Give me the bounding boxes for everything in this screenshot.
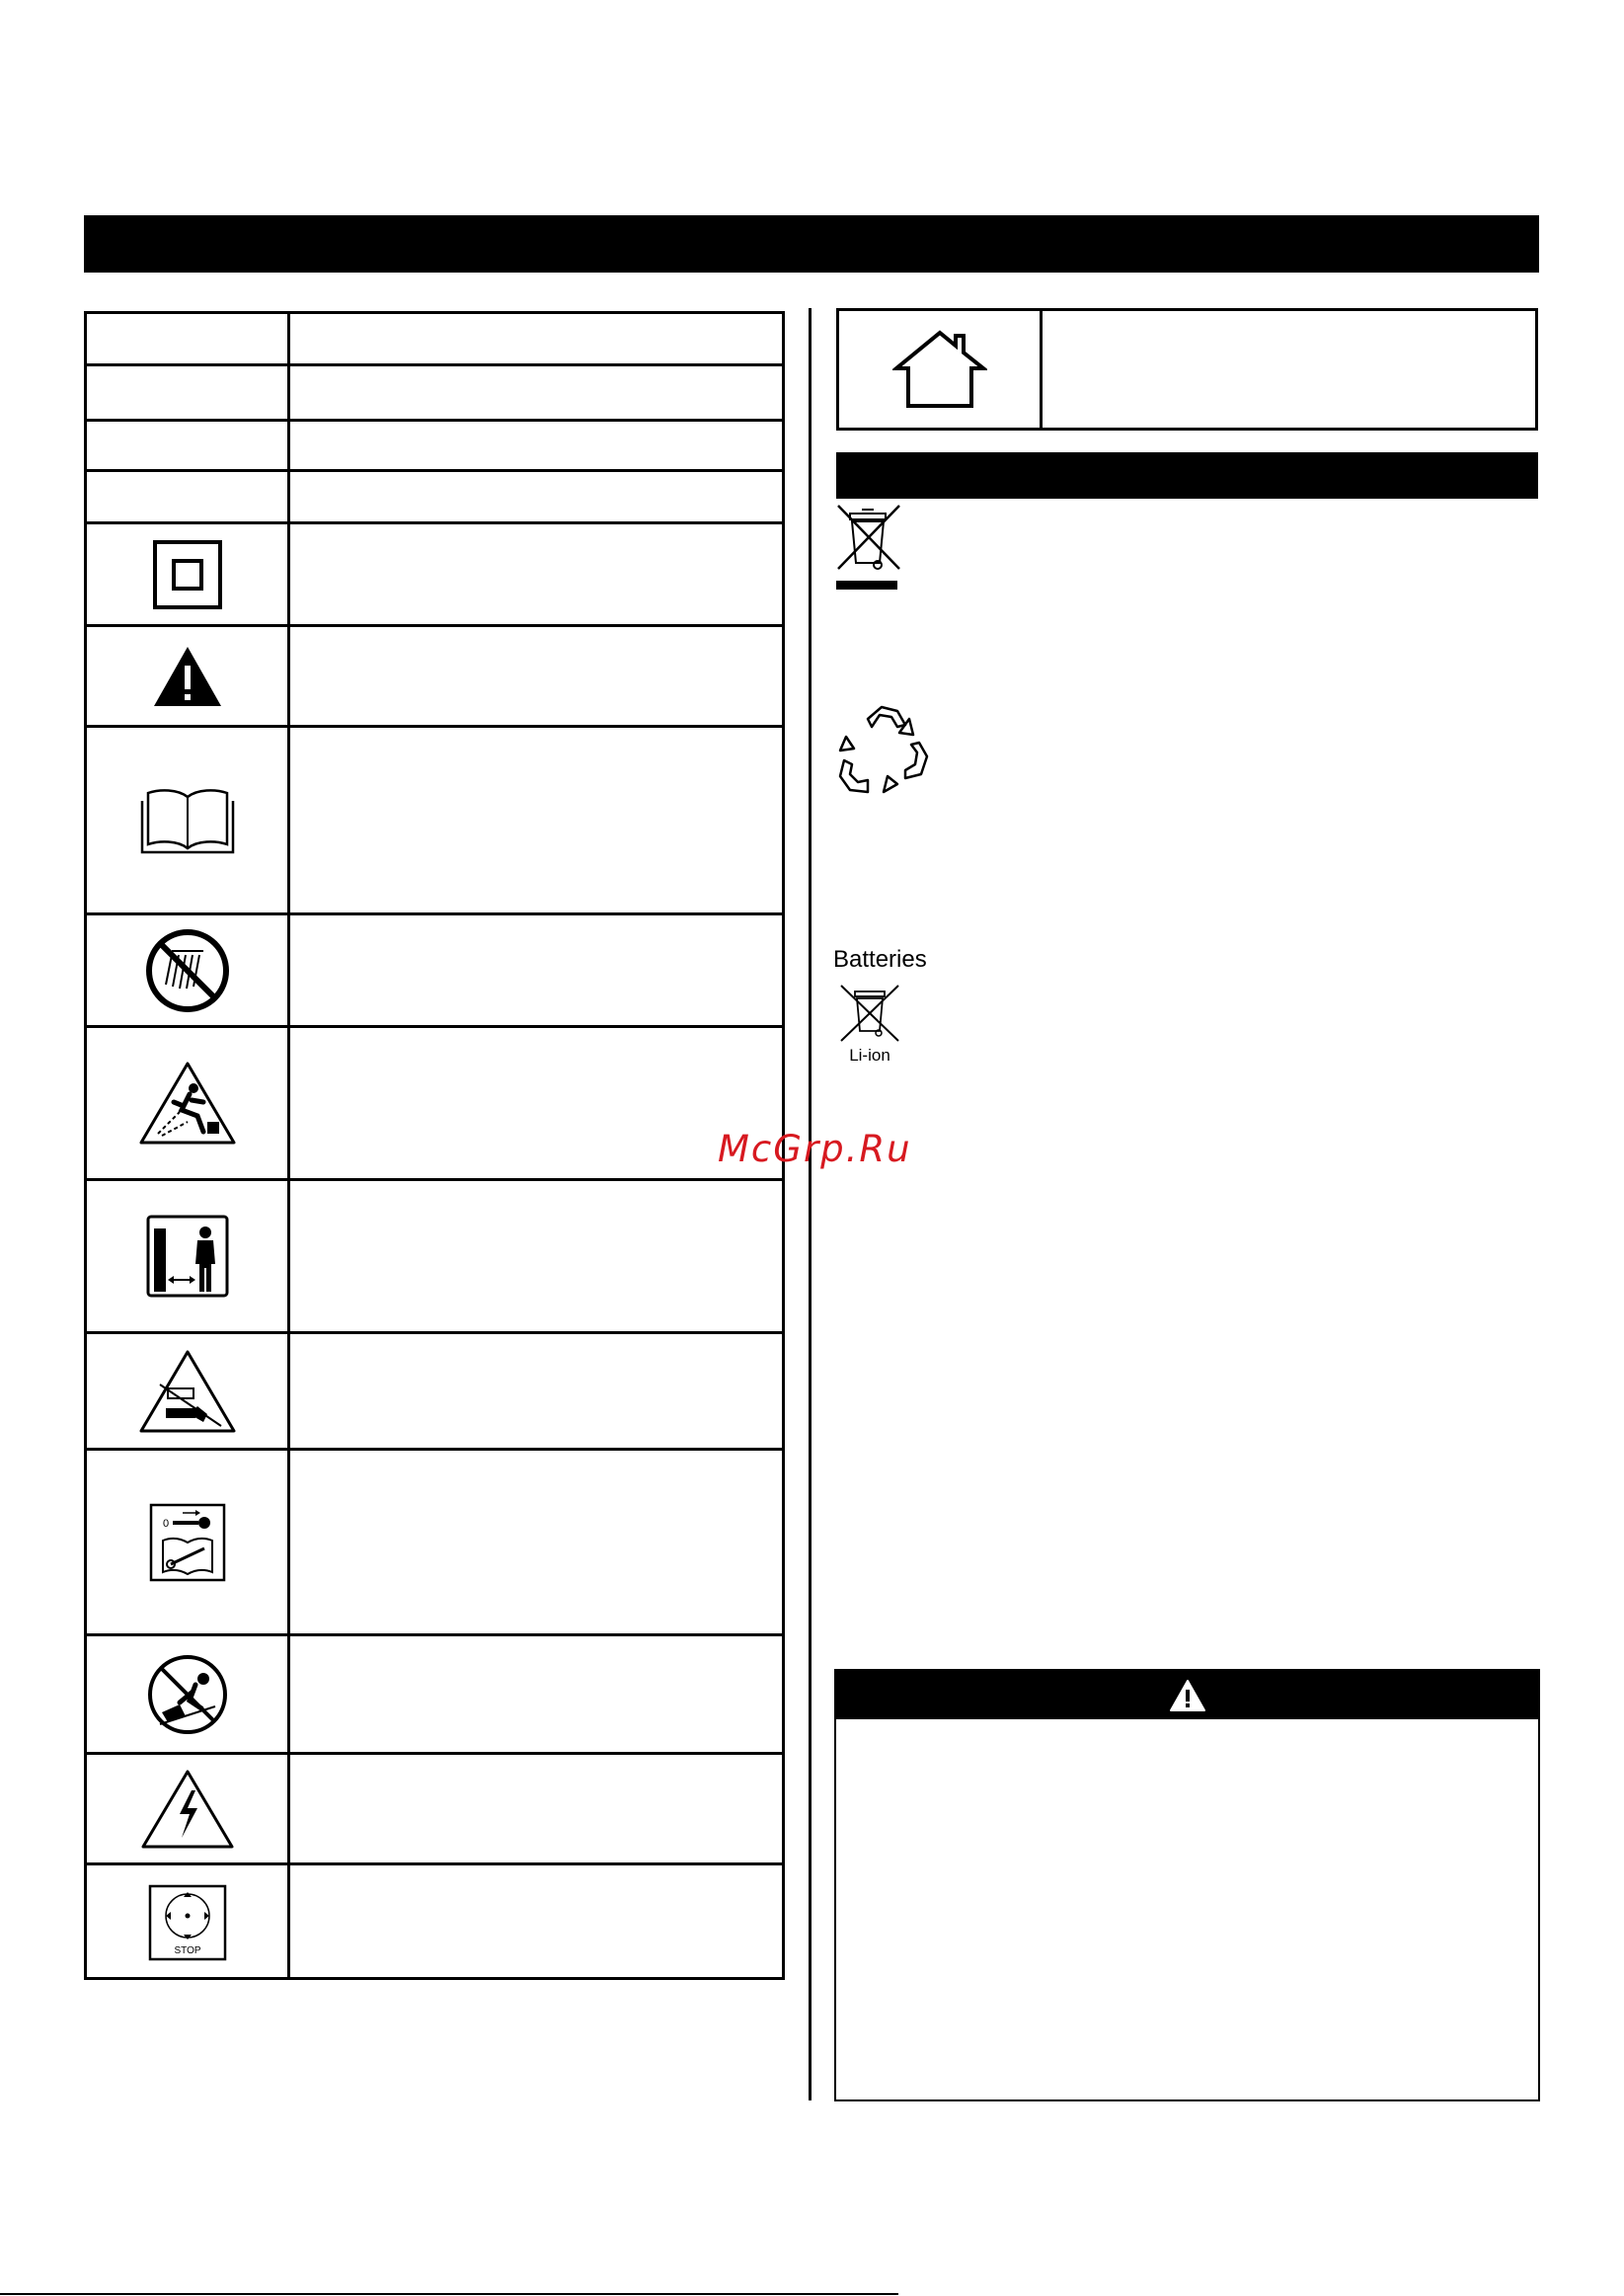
symbol-cell xyxy=(87,366,290,419)
description-cell xyxy=(290,627,782,725)
description-cell xyxy=(290,1636,782,1752)
symbol-cell xyxy=(87,728,290,912)
safety-alert-icon xyxy=(152,644,223,709)
symbol-cell xyxy=(87,472,290,521)
symbol-cell xyxy=(87,627,290,725)
footer-rule xyxy=(0,2293,898,2295)
description-cell xyxy=(290,1755,782,1862)
symbol-cell xyxy=(87,1865,290,1980)
description-cell xyxy=(290,1334,782,1448)
svg-text:0: 0 xyxy=(162,1517,169,1530)
watermark: McGrp.Ru xyxy=(718,1128,912,1170)
table-row xyxy=(87,1028,782,1181)
table-row xyxy=(87,728,782,915)
symbol-cell xyxy=(87,1181,290,1331)
svg-text:STOP: STOP xyxy=(173,1945,201,1956)
description-cell xyxy=(290,422,782,469)
warning-triangle-icon xyxy=(1169,1679,1206,1712)
remove-key-before-maintenance-icon xyxy=(149,1503,226,1582)
table-row xyxy=(87,1636,782,1755)
section-header-bar xyxy=(84,215,1539,273)
battery-chemistry-label: Li-ion xyxy=(849,1046,890,1065)
description-cell xyxy=(290,728,782,912)
symbol-cell xyxy=(87,1451,290,1633)
table-row xyxy=(87,1181,782,1334)
table-row xyxy=(87,314,782,366)
electric-shock-icon xyxy=(140,1769,235,1850)
table-row xyxy=(87,1865,782,1980)
battery-disposal-icon xyxy=(837,984,906,1073)
table-row xyxy=(87,1755,782,1865)
table-row xyxy=(87,915,782,1028)
recycle-icon xyxy=(832,701,935,809)
batteries-label: Batteries xyxy=(833,946,927,973)
symbol-cell xyxy=(87,1028,290,1178)
description-cell xyxy=(290,1865,782,1980)
symbol-cell xyxy=(87,1755,290,1862)
column-divider xyxy=(809,308,812,2100)
keep-bystanders-away-icon xyxy=(146,1215,229,1298)
description-cell xyxy=(290,915,782,1025)
table-row xyxy=(87,472,782,524)
description-cell xyxy=(290,1028,782,1178)
symbol-cell xyxy=(87,422,290,469)
read-manual-icon xyxy=(138,785,237,856)
blade-hazard-icon xyxy=(138,1349,237,1434)
description-cell xyxy=(290,314,782,363)
warning-header xyxy=(836,1671,1538,1719)
description-cell xyxy=(290,366,782,419)
symbol-cell xyxy=(839,311,1043,428)
table-row xyxy=(87,524,782,627)
symbol-cell xyxy=(87,314,290,363)
no-rain-icon xyxy=(144,927,231,1014)
table-row xyxy=(87,627,782,728)
symbol-cell xyxy=(87,1334,290,1448)
table-row xyxy=(87,422,782,472)
double-insulation-icon xyxy=(152,539,223,610)
wait-until-stop-icon xyxy=(148,1884,227,1961)
no-slope-mowing-icon xyxy=(146,1653,229,1736)
table-row xyxy=(87,366,782,422)
indoor-use-only-icon xyxy=(892,329,987,410)
environmental-section-bar xyxy=(836,452,1538,499)
description-cell xyxy=(290,1181,782,1331)
crossed-wheelie-bin-icon xyxy=(834,504,903,599)
symbol-table xyxy=(84,311,785,1980)
symbol-cell xyxy=(87,524,290,624)
description-cell xyxy=(290,472,782,521)
thrown-objects-icon xyxy=(138,1061,237,1146)
description-cell xyxy=(290,1451,782,1633)
description-cell xyxy=(290,524,782,624)
warning-box xyxy=(834,1669,1540,2101)
table-row xyxy=(87,1334,782,1451)
symbol-cell xyxy=(87,915,290,1025)
indoor-use-box xyxy=(836,308,1538,431)
table-row xyxy=(87,1451,782,1636)
symbol-cell xyxy=(87,1636,290,1752)
